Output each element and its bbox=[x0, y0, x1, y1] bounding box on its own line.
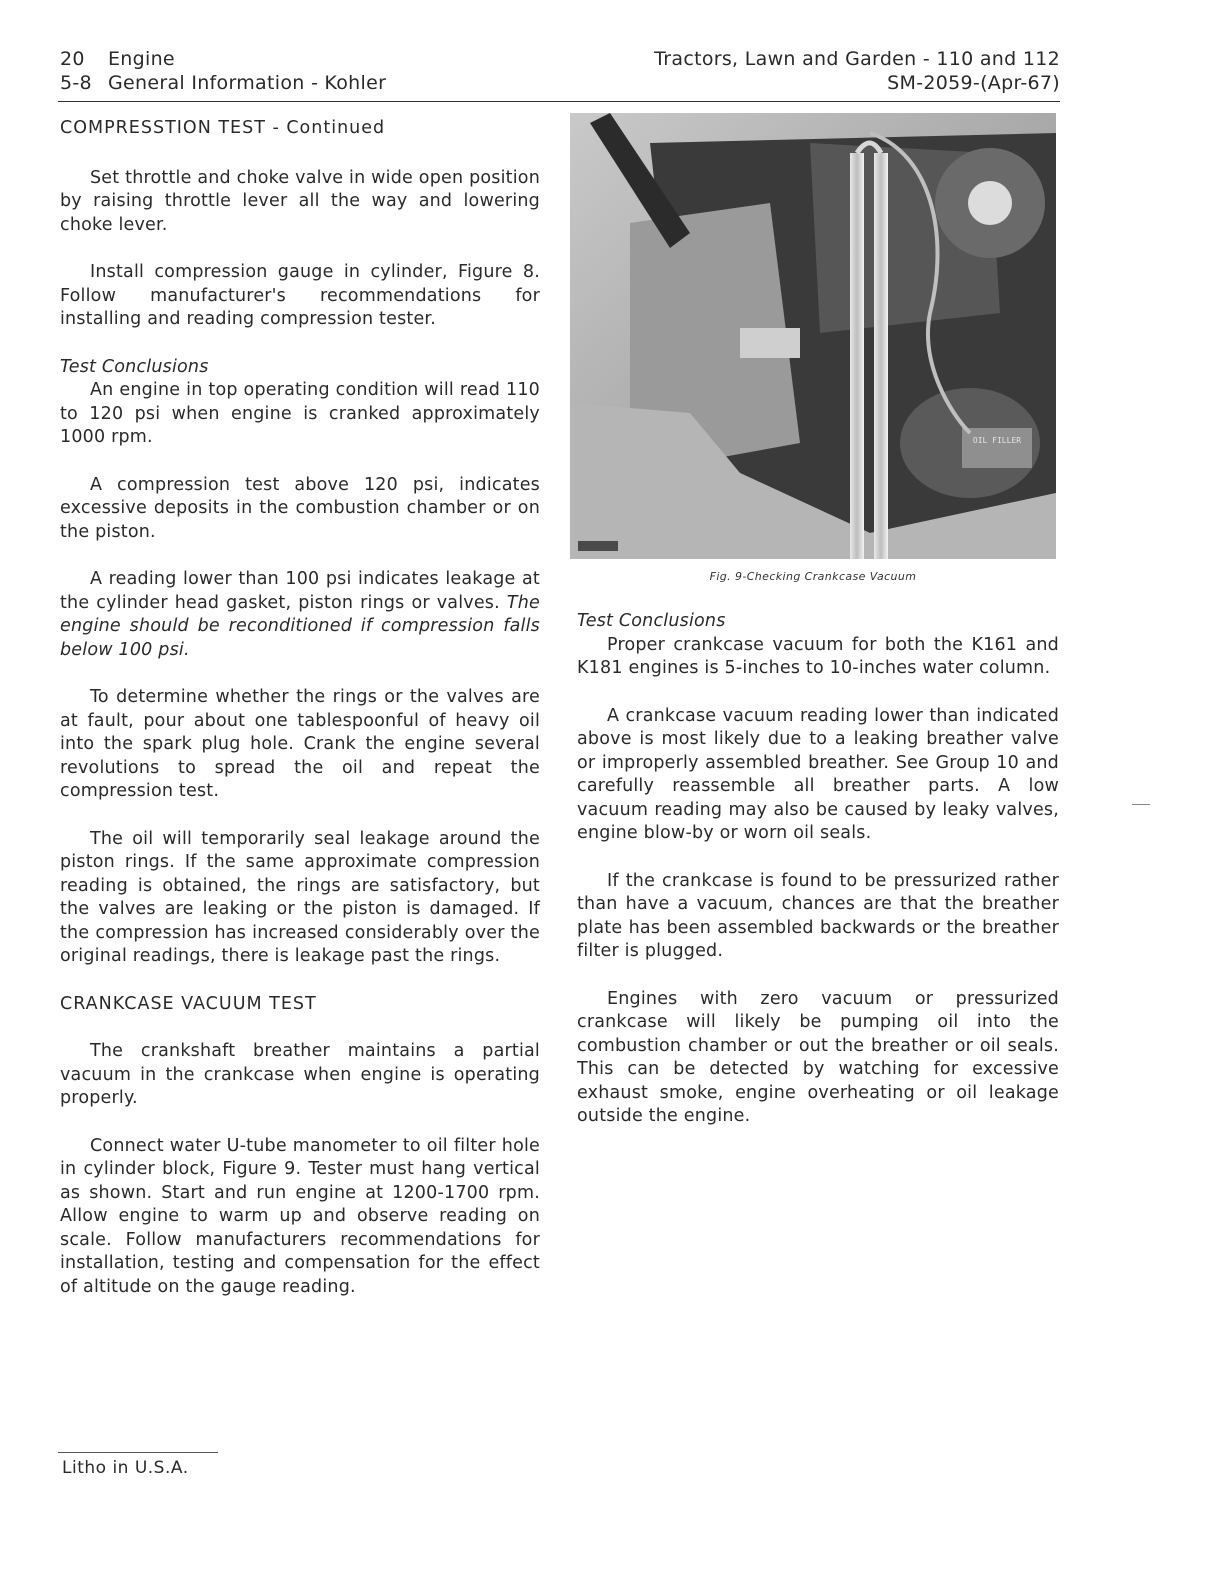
compression-test-heading: COMPRESSTION TEST - Continued bbox=[60, 118, 386, 138]
paragraph-low-vacuum: A crankcase vacuum reading lower than indicated above is most likely due to a leaking breather valve or improperly assembled breather. See Group 10 and carefully reassemble all breather parts. A low vacuum reading may also be caused by leaky valves, engine blow-by or worn oil seals. bbox=[577, 705, 1059, 843]
engine-photo-icon bbox=[570, 113, 1056, 559]
test-conclusions-label: Test Conclusions bbox=[60, 356, 209, 377]
below-100-text: A reading lower than 100 psi indicates leakage at the cylinder head gasket, piston rings or valves. bbox=[60, 569, 540, 613]
margin-mark bbox=[1132, 804, 1150, 805]
paragraph-below-100 bbox=[60, 568, 540, 662]
paragraph-manometer: Connect water U-tube manometer to oil filter hole in cylinder block, Figure 9. Tester must hang vertical as shown. Start and run engine at 1200-1700 rpm. Allow engine to warm up and observe reading on scale. Follow manufacturers recommendations for installation, testing and compensation for the effect of altitude on the gauge reading. bbox=[60, 1135, 540, 1297]
figure-photo bbox=[570, 113, 1056, 559]
page-header-right bbox=[654, 47, 1060, 95]
footer-text: Litho in U.S.A. bbox=[62, 1458, 189, 1478]
paragraph-install-gauge: Install compression gauge in cylinder, Figure 8. Follow manufacturer's recommendations for installing and reading compression tester. bbox=[60, 262, 540, 329]
header-line-2 bbox=[60, 71, 386, 95]
manual-code: SM-2059-(Apr-67) bbox=[887, 72, 1060, 94]
paragraph-oil-seal: The oil will temporarily seal leakage around the piston rings. If the same approximate compression reading is obtained, the rings are satisfactory, but the valves are leaking or the piston is damaged. If the compression has increased considerably over the original readings, there is leakage past the rings. bbox=[60, 828, 540, 966]
paragraph-pressurized: If the crankcase is found to be pressurized rather than have a vacuum, chances are that the breather plate has been assembled backwards or the breather filter is plugged. bbox=[577, 870, 1059, 961]
footer-rule bbox=[58, 1452, 218, 1453]
subsection-title: General Information - Kohler bbox=[108, 72, 387, 94]
header-rule bbox=[58, 101, 1060, 102]
section-title: Engine bbox=[108, 48, 175, 70]
crankcase-vacuum-heading: CRANKCASE VACUUM TEST bbox=[60, 993, 317, 1014]
paragraph-throttle: Set throttle and choke valve in wide open position by raising throttle lever all the way and lowering choke lever. bbox=[60, 167, 540, 235]
left-column bbox=[60, 117, 540, 1323]
page-number: 20 bbox=[60, 48, 85, 70]
paragraph-top-condition: An engine in top operating condition will read 110 to 120 psi when engine is cranked approximately 1000 rpm. bbox=[60, 380, 540, 447]
oil-filler-label: OIL FILLER bbox=[972, 436, 1022, 445]
page-header-left bbox=[60, 47, 386, 95]
right-column bbox=[577, 610, 1059, 1153]
paragraph-zero-vacuum: Engines with zero vacuum or pressurized crankcase will likely be pumping oil into the combustion chamber or out the breather or oil seals. This can be detected by watching for excessive exhaust smoke, engine overheating or oil leakage outside the engine. bbox=[577, 988, 1059, 1126]
header-line-1 bbox=[60, 47, 386, 71]
manual-title: Tractors, Lawn and Garden - 110 and 112 bbox=[654, 48, 1060, 70]
figure-caption: Fig. 9-Checking Crankcase Vacuum bbox=[709, 570, 917, 583]
paragraph-proper-vacuum: Proper crankcase vacuum for both the K161 and K181 engines is 5-inches to 10-inches water column. bbox=[577, 634, 1059, 678]
paragraph-breather: The crankshaft breather maintains a partial vacuum in the crankcase when engine is operating properly. bbox=[60, 1041, 540, 1108]
paragraph-above-120: A compression test above 120 psi, indicates excessive deposits in the combustion chamber or on the piston. bbox=[60, 474, 540, 542]
test-conclusions-label-right: Test Conclusions bbox=[577, 611, 726, 631]
section-code: 5-8 bbox=[60, 72, 92, 94]
paragraph-determine-fault: To determine whether the rings or the valves are at fault, pour about one tablespoonful of heavy oil into the spark plug hole. Crank the engine several revolutions to spread the oil and repeat the compression test. bbox=[60, 687, 540, 801]
recondition-note: The engine should be reconditioned if compression falls below 100 psi. bbox=[60, 592, 540, 660]
